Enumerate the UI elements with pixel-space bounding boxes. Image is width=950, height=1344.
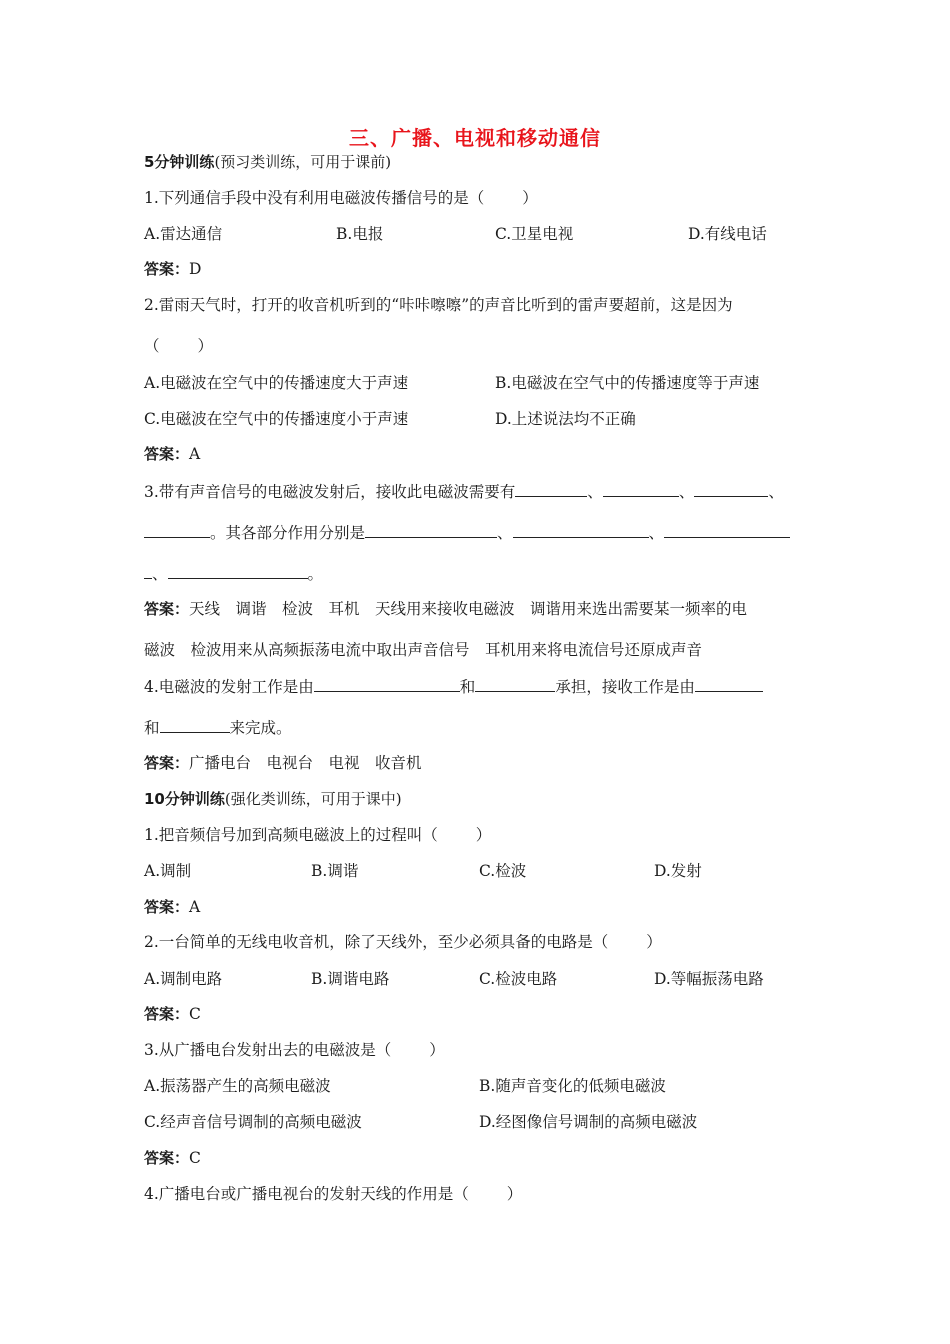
question-4: 4.广播电台或广播电视台的发射天线的作用是（ ） (144, 1185, 523, 1203)
option-a: A.调制 (144, 862, 192, 880)
answer-p3: 答案：C (144, 1149, 201, 1167)
fill-blank (144, 563, 152, 579)
option-b: B.随声音变化的低频电磁波 (479, 1077, 666, 1095)
answer-q4: 答案：广播电台 电视台 电视 收音机 (144, 754, 422, 772)
question-2: 2.雷雨天气时，打开的收音机听到的“咔咔嚓嚓”的声音比听到的雷声要超前，这是因为 (144, 296, 733, 314)
option-a: A.振荡器产生的高频电磁波 (144, 1077, 331, 1095)
question-3-line-2: 。其各部分作用分别是 、 、 (144, 522, 790, 543)
question-3: 3.从广播电台发射出去的电磁波是（ ） (144, 1041, 445, 1059)
section-note: (预习类训练，可用于课前) (214, 153, 392, 171)
fill-blank (160, 717, 230, 733)
option-d: D.上述说法均不正确 (495, 410, 636, 428)
option-d: D.发射 (654, 862, 702, 880)
section-note: (强化类训练，可用于课中) (224, 790, 402, 808)
option-c: C.经声音信号调制的高频电磁波 (144, 1113, 362, 1131)
fill-blank (475, 676, 555, 692)
option-d: D.有线电话 (688, 225, 767, 243)
question-3: 3.带有声音信号的电磁波发射后，接收此电磁波需要有 、 、 、 (144, 483, 784, 501)
option-b: B.调谐电路 (311, 970, 390, 988)
question-1: 1.把音频信号加到高频电磁波上的过程叫（ ） (144, 826, 492, 844)
option-a: A.雷达通信 (144, 225, 223, 243)
question-2-paren: （ ） (144, 337, 214, 355)
question-3-line-3: 、 。 (144, 563, 323, 584)
fill-blank (365, 522, 497, 538)
fill-blank (664, 522, 790, 538)
question-1: 1.下列通信手段中没有利用电磁波传播信号的是（ ） (144, 189, 538, 207)
section-title: 10分钟训练 (144, 790, 225, 808)
option-b: B.电磁波在空气中的传播速度等于声速 (495, 374, 760, 392)
option-d: D.经图像信号调制的高频电磁波 (479, 1113, 698, 1131)
option-c: C.检波电路 (479, 970, 558, 988)
answer-q2: 答案：A (144, 445, 201, 463)
fill-blank (694, 481, 768, 497)
fill-blank (144, 522, 210, 538)
fill-blank (603, 481, 679, 497)
section-header-10min (144, 789, 402, 809)
section-header-5min (144, 152, 391, 172)
option-b: B.调谐 (311, 862, 359, 880)
option-b: B.电报 (336, 225, 384, 243)
option-c: C.卫星电视 (495, 225, 574, 243)
fill-blank (168, 563, 308, 579)
question-4: 4.电磁波的发射工作是由 和 承担，接收工作是由 (144, 676, 763, 697)
fill-blank (695, 676, 763, 692)
question-4-line-2: 和 来完成。 (144, 719, 292, 737)
answer-q3: 答案：天线 调谐 检波 耳机 天线用来接收电磁波 调谐用来选出需要某一频率的电 (144, 600, 748, 618)
fill-blank (314, 676, 460, 692)
section-title: 5分钟训练 (144, 153, 215, 171)
option-a: A.调制电路 (144, 970, 223, 988)
question-2: 2.一台简单的无线电收音机，除了天线外，至少必须具备的电路是（ ） (144, 933, 662, 951)
option-c: C.检波 (479, 862, 527, 880)
page-title: 三、广播、电视和移动通信 (349, 126, 601, 150)
answer-p2: 答案：C (144, 1005, 201, 1023)
fill-blank (513, 522, 649, 538)
option-d: D.等幅振荡电路 (654, 970, 764, 988)
option-a: A.电磁波在空气中的传播速度大于声速 (144, 374, 409, 392)
answer-q1: 答案：D (144, 260, 202, 278)
answer-p1: 答案：A (144, 898, 201, 916)
fill-blank (515, 481, 587, 497)
answer-q3-line-2: 磁波 检波用来从高频振荡电流中取出声音信号 耳机用来将电流信号还原成声音 (144, 641, 703, 659)
option-c: C.电磁波在空气中的传播速度小于声速 (144, 410, 409, 428)
